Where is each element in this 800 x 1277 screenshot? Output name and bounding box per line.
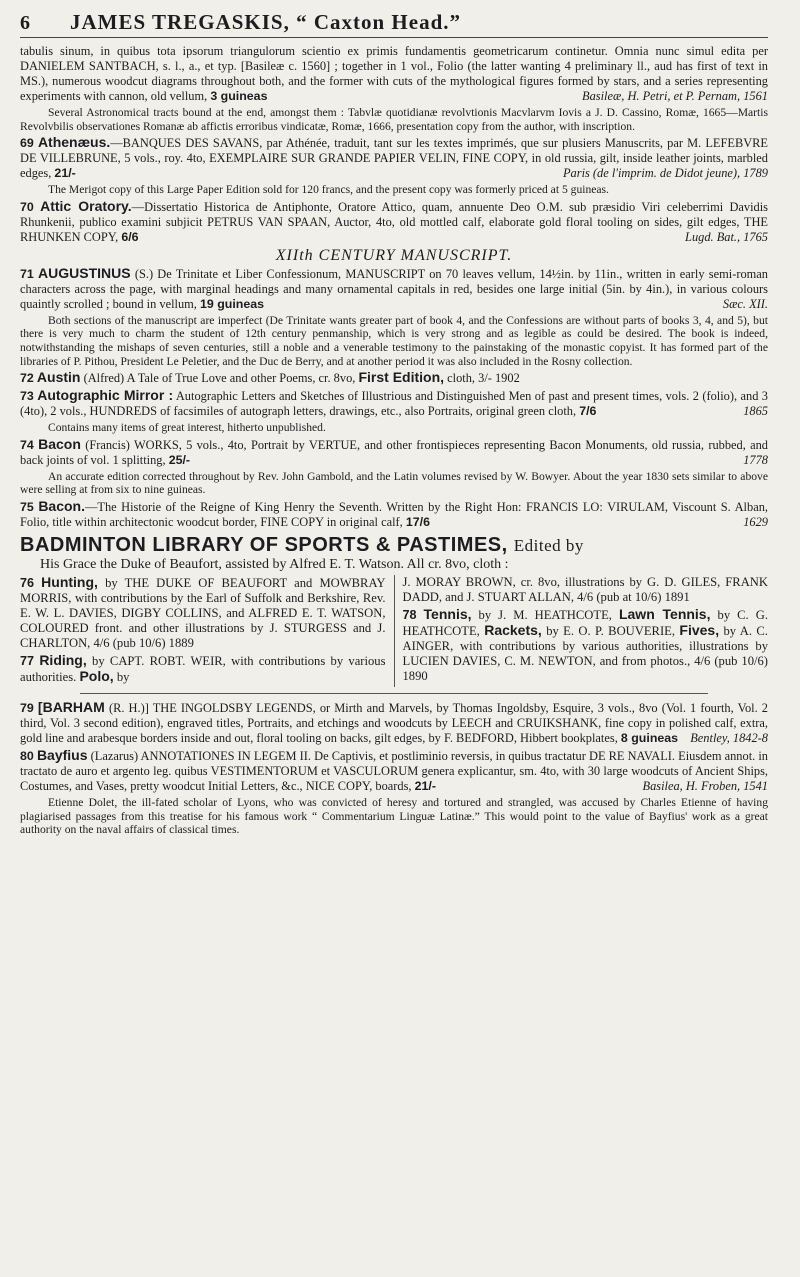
entry-78: 78 Tennis, by J. M. HEATHCOTE, Lawn Tennis, by C. G. HEATHCOTE, Rackets, by E. O. P. BOUVERIE, Fives, by A. C. AINGER, with contributions by various authorities, illustrations by LUCIEN DAVIES, C. M. NEWTON, and from photos., 4/6 (pub 10/6) 1890	[402, 605, 768, 683]
entry-77-continuation: J. MORAY BROWN, cr. 8vo, illustrations by G. D. GILES, FRANK DADD, and J. STUART ALLAN, 4/6 (pub at 10/6) 1891	[402, 574, 768, 604]
entry-71: 71 AUGUSTINUS (S.) De Trinitate et Liber Confessionum, MANUSCRIPT on 70 leaves vellum, 14½in. by 11in., written in early semi-roman characters across the page, with marginal headings and many ornamental capitals in red, besides one large initial (5in. by 4in.), in various colours quaintly scrolled ; bound in vellum, 19 guineas Sæc. XII.	[20, 264, 768, 311]
page-number: 6	[20, 12, 30, 34]
entry-67-note: Several Astronomical tracts bound at the end, amongst them : Tabvlæ quotidianæ revolvtionis Macvlarvm Iovis a J. D. Cassino, Romæ, 1665—Martis Revolvbilis observationes Romanæ ab affictis erroribus vindicatæ, Romæ, 1666, presentation copy from the author, with inscription.	[20, 106, 768, 133]
entry-80: 80 Bayfius (Lazarus) ANNOTATIONES IN LEGEM II. De Captivis, et postliminio reversis, in quibus tractatur DE RE NAVALI. Eiusdem annot. in tractato de auro et argento leg. quibus VESTIMENTORUM et VASCULORUM genera explicantur, sm. 4to, with 30 large woodcuts of Ancient Ships, Costumes, and Vases, pretty woodcut Initial Letters, &c., NICE COPY, boards, 21/- Basilea, H. Froben, 1541	[20, 746, 768, 793]
entry-74: 74 Bacon (Francis) WORKS, 5 vols., 4to, Portrait by VERTUE, and other frontispieces representing Bacon Monuments, old russia, rubbed, and back joints of vol. 1 splitting, 25/- 1778	[20, 435, 768, 467]
entry-75: 75 Bacon.—The Historie of the Reigne of King Henry the Seventh. Written by the Right Hon: FRANCIS LO: VIRULAM, Viscount S. Alban, Folio, title within architectonic woodcut border, FINE COPY in original calf, 17/6 1629	[20, 497, 768, 529]
badminton-series-subheading: His Grace the Duke of Beaufort, assisted by Alfred E. T. Watson. All cr. 8vo, cloth :	[40, 556, 509, 572]
entry-73: 73 Autographic Mirror : Autographic Letters and Sketches of Illustrious and Distinguished Men of past and present times, vols. 2 (folio), and 3 (4to), 2 vols., HUNDREDS of facsimiles of autograph letters, drawings, etc., also Portraits, original green cloth, 7/6 1865	[20, 387, 768, 419]
page-header	[20, 10, 768, 38]
entry-72: 72 Austin (Alfred) A Tale of True Love and other Poems, cr. 8vo, First Edition, cloth, 3/- 1902	[20, 369, 520, 386]
entry-69-note: The Merigot copy of this Large Paper Edition sold for 120 francs, and the present copy was formerly priced at 5 guineas.	[48, 183, 609, 197]
entry-77: 77 Riding, by CAPT. ROBT. WEIR, with contributions by various authorities. Polo, by	[20, 651, 386, 684]
badminton-series-heading: BADMINTON LIBRARY OF SPORTS & PASTIMES, Edited by	[20, 533, 584, 556]
entry-73-note: Contains many items of great interest, hitherto unpublished.	[48, 421, 326, 435]
entry-76: 76 Hunting, by THE DUKE OF BEAUFORT and MOWBRAY MORRIS, with contributions by the Earl of Suffolk and Berkshire, Rev. E. W. L. DAVIES, DIGBY COLLINS, and ALFRED E. T. WATSON, COLOURED front. and other illustrations by J. STURGESS and J. CHARLTON, 4/6 (pub 10/6) 1889	[20, 573, 386, 650]
entry-69: 69 Athenæus.—BANQUES DES SAVANS, par Athénée, traduit, tant sur les textes imprimés, que sur plusiers Manuscrits, par M. LEFEBVRE DE VILLEBRUNE, 5 vols., roy. 4to, EXEMPLAIRE SUR GRANDE PAPIER VELIN, FINE COPY, in old russia, gilt, inside leather joints, marbled edges, 21/- Paris (de l'imprim. de Didot jeune), 1789	[20, 134, 768, 181]
badminton-columns	[20, 575, 768, 687]
entry-71-note: Both sections of the manuscript are imperfect (De Trinitate wants greater part of book 4, and the Confessions are without parts of books 3, 4, and 5), but there is very much to charm the student of 12th century penmanship, which is very strong and as legible as could be desired. The book is indeed, notwithstanding the mishaps of seven centuries, still a noble and a venerable testimony to the painstaking of the monastic copyist. It has formed part of the libraries of P. Pithou, President Le Peletier, and the Duc de Berry, and at another period it was also included in the Rosny collection.	[20, 313, 768, 368]
section-divider	[80, 693, 708, 694]
entry-74-note: An accurate edition corrected throughout by Rev. John Gambold, and the Latin volumes revised by W. Bowyer. About the year 1830 sets similar to above were selling at from six to nine guineas.	[20, 469, 768, 497]
entry-79: 79 [BARHAM (R. H.)] THE INGOLDSBY LEGENDS, or Mirth and Marvels, by Thomas Ingoldsby, Esquire, 3 vols., 8vo (Vol. 1 fourth, Vol. 2 third, Vol. 3 second edition), engraved titles, Portraits, and etchings and woodcuts by LEECH and CRUIKSHANK, fine copy in polished calf, extra, gold line and arabesque borders inside and out, floral tooling on backs, gilt edges, by F. BEDFORD, Hibbert bookplates, 8 guineas Bentley, 1842-8	[20, 698, 768, 745]
running-title: JAMES TREGASKIS, “ Caxton Head.”	[70, 10, 462, 34]
badminton-right-column	[394, 575, 769, 687]
entry-70: 70 Attic Oratory.—Dissertatio Historica de Antiphonte, Oratore Attico, quam, annuente Deo O.M. sub præsidio Viri celeberrimi Davidis Rhunkenii, publico examini subjicit PETRUS VAN SPAAN, Auctor, 4to, old mottled calf, elaborate gold floral tooling on sides, gilt edges, THE RHUNKEN COPY, 6/6 Lugd. Bat., 1765	[20, 197, 768, 244]
badminton-left-column	[20, 575, 386, 687]
entry-80-note: Etienne Dolet, the ill-fated scholar of Lyons, who was convicted of heresy and tortured and strangled, was accused by Charles Etienne of having plagiarised passages from this treatise for his famous work “ Commentarium Linguæ Latinæ.” This would point to the value of Bayfius' work as a great authority on the naval affairs of classical times.	[20, 795, 768, 837]
century-heading: XIIth CENTURY MANUSCRIPT.	[275, 246, 513, 264]
entry-67-continuation: tabulis sinum, in quibus tota ipsorum triangulorum scientio ex primis fundamentis geometricarum continetur. Omnia nunc simul edita per DANIELEM SANTBACH, s. l., a., et typ. [Basileæ c. 1560] ; together in 1 vol., Folio (the latter wanting 4 preliminary ll., aud has first of text in MS.), numerous woodcut diagrams throughout both, and the former with cuts of the mythological figures formed by stars, and a series representing experiments with cannon, old vellum, 3 guineas Basileæ, H. Petri, et P. Pernam, 1561	[20, 44, 768, 103]
